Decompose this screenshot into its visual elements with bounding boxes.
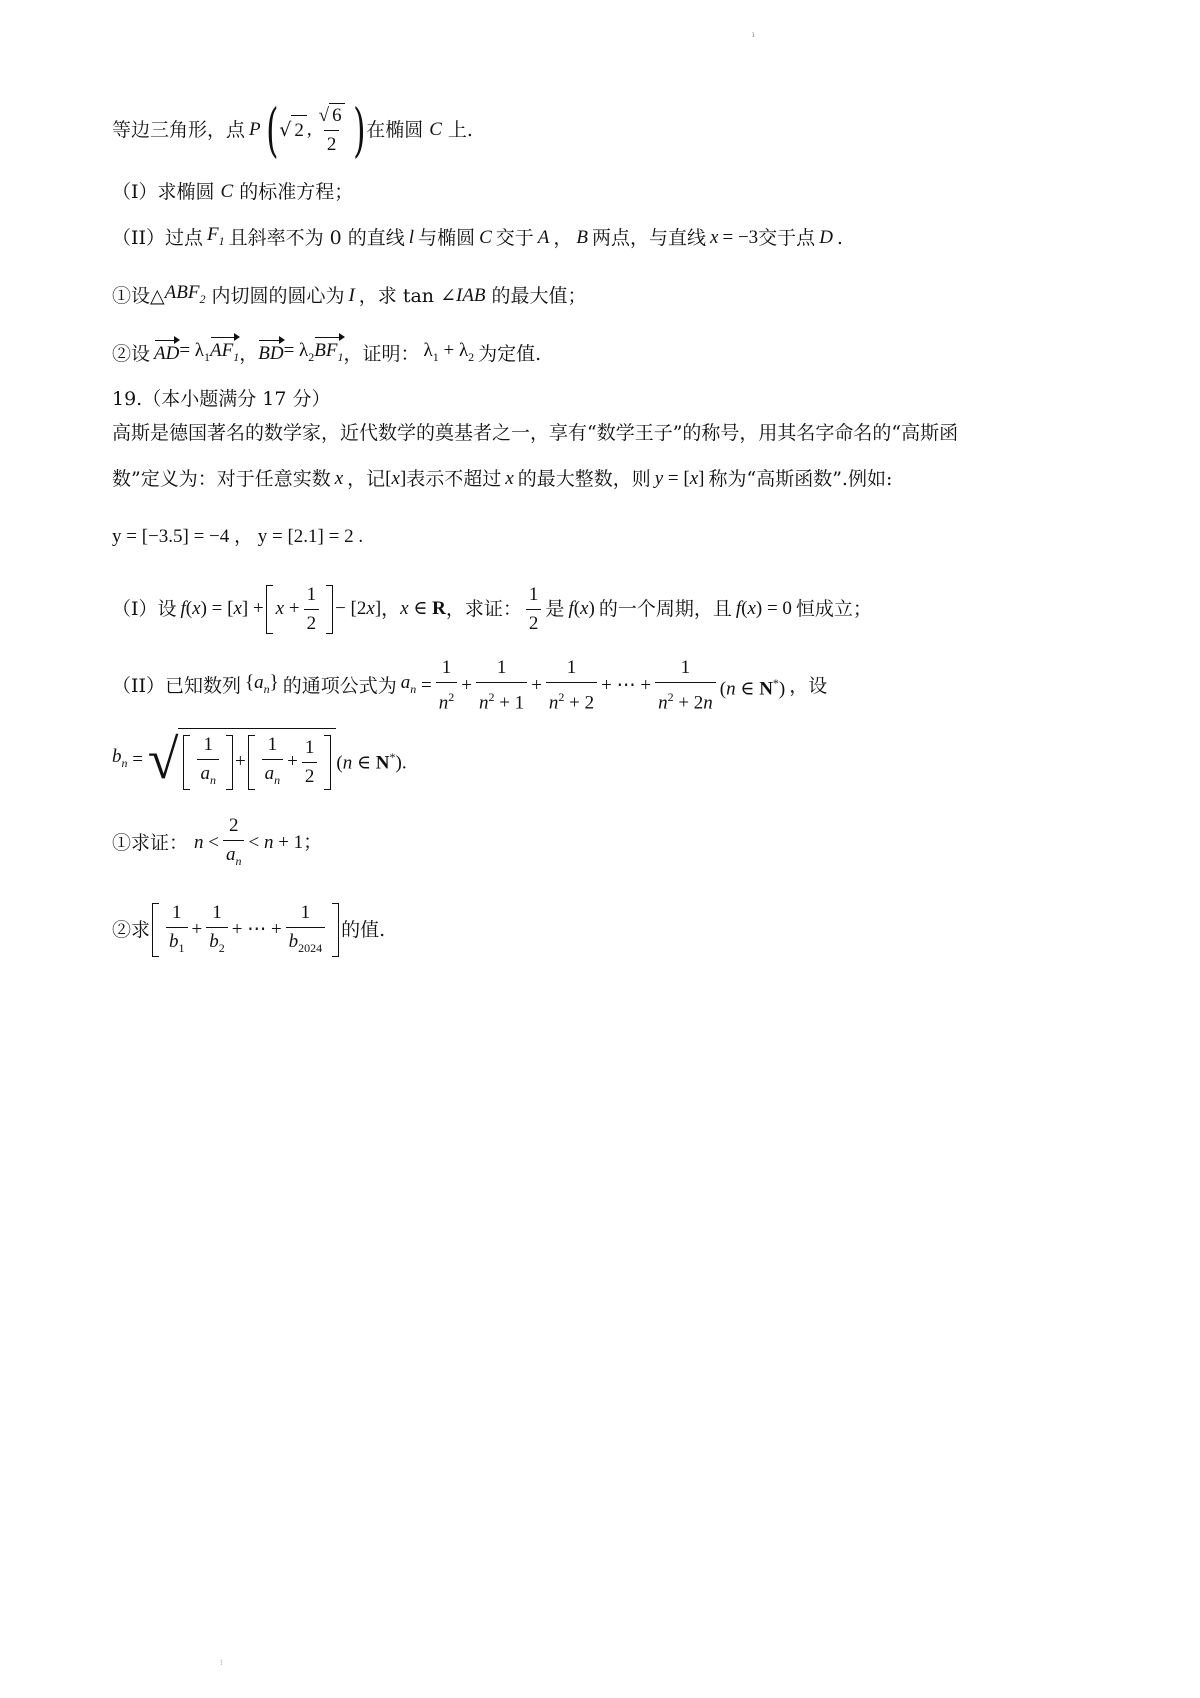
scan-mark: ı [752,30,755,39]
intro-line-1: 高斯是德国著名的数学家，近代数学的奠基者之一，享有“数学王子”的称号，用其名字命名的“高斯函 [112,422,959,444]
scan-mark: ⁝ [220,1658,223,1667]
intro-line-2: 数”定义为：对于任意实数 x ，记 [x] 表示不超过 x 的最大整数，则 y = [x] 称为“高斯函数”.例如: [112,468,893,490]
question-19-title: 19.（本小题满分 17 分） [112,388,331,410]
paragraph-ellipse-intro: 等边三角形，点 P ( √ 2 , √ 6 2 ) 在椭圆 C 上. [112,96,473,164]
sub-question-19-1: ①求证： n < $\frac{2}{a_n}$ < n + 1； [112,812,1140,874]
bn-definition: $b_n$ = √ $\frac{1}{a_n}$ + $\frac{1}{a_n}$ + $\frac{1}{2}$ (n ∈ N*). [112,728,407,791]
question-19-part-2: （II）已知数列 $\{a_n\}$ 的通项公式为 $a_n$ = $\frac{1}{n^2}$ + $\frac{1}{n^2 + 1}$ + $\frac{1}{n^2 + 2}$ + ⋯ + $\frac{1}{n^2 + 2n}$ (n ∈ N*) ，设 [112,657,828,714]
question-1: （I）求椭圆 C 的标准方程； [112,181,354,203]
sub-question-1: ①设△ $ABF_2$ 内切圆的圆心为 I ，求 tan ∠ IAB 的最大值； [112,282,587,307]
sub-question-19-2: ②求 $\frac{1}{b_1}$ + $\frac{1}{b_2}$ + ⋯ + $\frac{1}{b_{2024}}$ 的值. [112,898,1140,962]
sub-question-2: ②设 AD = $\lambda_1$ $AF_1$ ， BD = $\lambda_2$ $BF_1$ ，证明： $\lambda_1 + \lambda_2$ 为定值. [112,336,1140,372]
question-19-part-1: （I）设 f(x) = [x] + x + $\frac{1}{2}$ − [2x] ， x ∈ R ，求证： $\frac{1}{2}$ 是 f(x) 的一个周期，且 f(x) = 0 恒成立； [112,583,872,634]
example-line: y = [−3.5] = −4 ， y = [2.1] = 2 . [112,526,364,547]
question-2: （II）过点 $F_1$ 且斜率不为 0 的直线 l 与椭圆 C 交于 A ， B 两点，与直线 x = −3 交于点 D . [112,224,843,249]
